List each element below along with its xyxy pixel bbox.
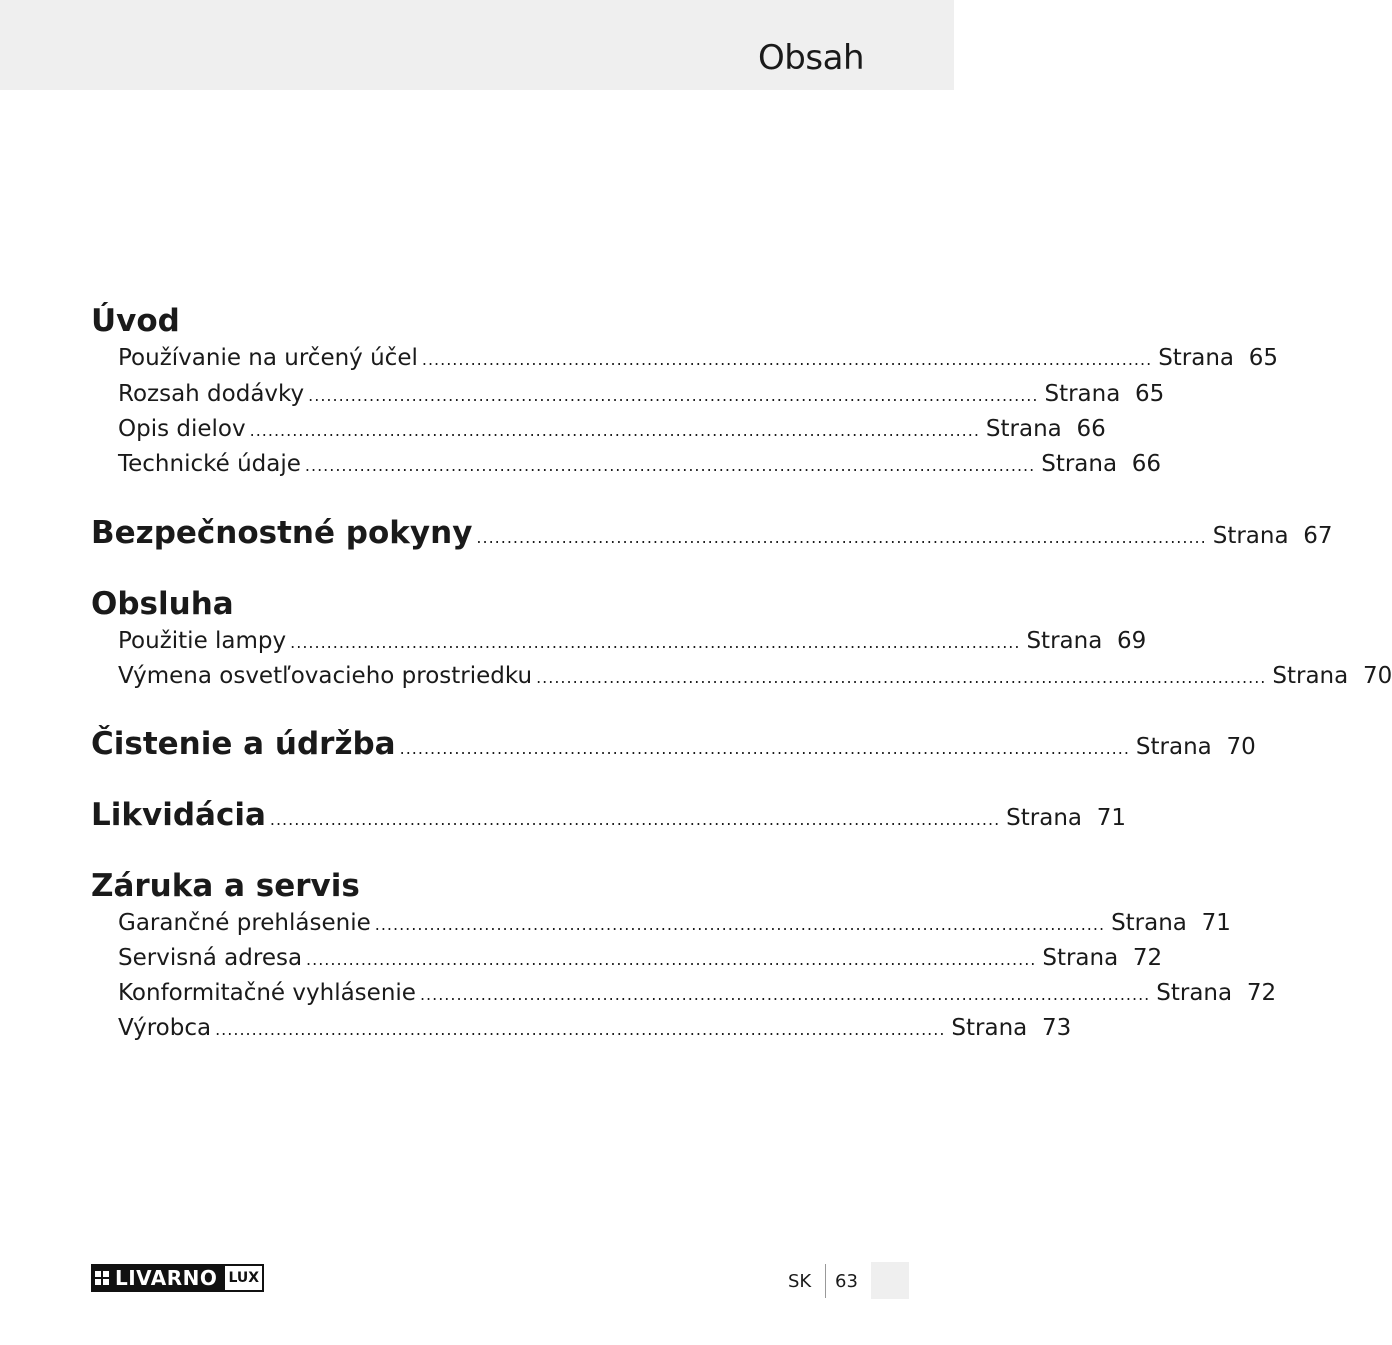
toc-entry-label: Rozsah dodávky [118, 381, 305, 407]
toc-entry-label: Konformitačné vyhlásenie [118, 980, 416, 1006]
footer-divider [825, 1264, 826, 1298]
toc-entry-strana: Strana [1041, 451, 1118, 477]
dot-leader: ........................................................................................................................ [421, 350, 1153, 369]
dot-leader: ........................................................................................................................ [269, 810, 1001, 829]
dot-leader: ........................................................................................................................ [249, 421, 980, 440]
toc-entry-label: Použitie lampy [118, 628, 287, 654]
brand-sub: LUX [223, 1264, 264, 1292]
dot-leader: ........................................................................................................................ [399, 739, 1130, 758]
dot-leader: ........................................................................................................................ [308, 386, 1039, 405]
section-heading-bezpecnost: Bezpečnostné pokyny [91, 515, 473, 551]
toc-entry-strana: Strana [1272, 663, 1349, 689]
toc-entry-page: 67 [1303, 523, 1333, 549]
toc-entry-page: 66 [1131, 451, 1162, 477]
dot-leader: ........................................................................................................................ [476, 528, 1207, 547]
toc-entry-page: 70 [1362, 663, 1392, 689]
toc-entry-page: 65 [1248, 345, 1279, 371]
toc-entry-strana: Strana [951, 1015, 1028, 1041]
dot-leader: ........................................................................................................................ [290, 633, 1021, 652]
toc-entry[interactable] [118, 414, 1106, 444]
toc-entry-page: 73 [1041, 1015, 1072, 1041]
toc-entry[interactable] [118, 978, 1277, 1008]
section-heading-uvod: Úvod [91, 303, 180, 339]
page-title: Obsah [758, 38, 864, 78]
language-code: SK [788, 1271, 812, 1292]
toc-section-cistenie[interactable] [91, 726, 1256, 762]
toc-entry-page: 65 [1135, 381, 1165, 407]
section-heading-obsluha: Obsluha [91, 586, 234, 622]
toc-entry[interactable] [118, 661, 1392, 691]
dot-leader: ........................................................................................................................ [306, 950, 1037, 969]
toc-entry-strana: Strana [1212, 523, 1289, 549]
page-number: 63 [835, 1271, 858, 1292]
brand-logo-main [91, 1264, 223, 1292]
toc-entry[interactable] [118, 379, 1165, 409]
brand-logo [91, 1264, 315, 1292]
toc-entry[interactable] [118, 1013, 1072, 1043]
toc-entry-page: 72 [1246, 980, 1277, 1006]
page-tab-marker [871, 1262, 909, 1299]
toc-entry-page: 70 [1226, 734, 1256, 760]
dot-leader: ........................................................................................................................ [536, 668, 1267, 687]
dot-leader: ........................................................................................................................ [215, 1020, 946, 1039]
toc-entry-label: Garančné prehlásenie [118, 910, 371, 936]
dot-leader: ........................................................................................................................ [374, 915, 1106, 934]
toc-entry-strana: Strana [1026, 628, 1103, 654]
toc-section-likvidacia[interactable] [91, 797, 1127, 833]
toc-entry[interactable] [118, 343, 1279, 373]
toc-entry-page: 72 [1132, 945, 1163, 971]
toc-entry-page: 71 [1096, 805, 1127, 831]
brand-name: LIVARNO [115, 1266, 218, 1290]
logo-squares-icon [95, 1271, 109, 1285]
section-heading-zaruka: Záruka a servis [91, 868, 360, 904]
toc-entry-strana: Strana [1158, 345, 1235, 371]
toc-entry-strana: Strana [1006, 805, 1083, 831]
section-heading-likvidacia: Likvidácia [91, 797, 266, 833]
toc-entry[interactable] [118, 908, 1231, 938]
toc-entry-label: Používanie na určený účel [118, 345, 418, 371]
toc-entry[interactable] [118, 449, 1162, 479]
toc-entry-label: Výrobca [118, 1015, 212, 1041]
toc-entry-page: 69 [1117, 628, 1147, 654]
toc-entry-strana: Strana [1042, 945, 1119, 971]
toc-entry-strana: Strana [985, 416, 1062, 442]
toc-entry-strana: Strana [1111, 910, 1187, 936]
toc-entry-label: Opis dielov [118, 416, 246, 442]
toc-entry-strana: Strana [1044, 381, 1121, 407]
toc-entry-label: Servisná adresa [118, 945, 303, 971]
toc-entry-strana: Strana [1156, 980, 1233, 1006]
toc-section-bezpecnost[interactable] [91, 515, 1333, 551]
toc-entry-page: 66 [1076, 416, 1106, 442]
toc-entry-label: Technické údaje [118, 451, 301, 477]
toc-entry-label: Výmena osvetľovacieho prostriedku [118, 663, 533, 689]
section-heading-cistenie: Čistenie a údržba [91, 726, 396, 762]
toc-entry-page: 71 [1201, 910, 1231, 936]
dot-leader: ........................................................................................................................ [419, 985, 1151, 1004]
toc-entry[interactable] [118, 626, 1147, 656]
toc-entry-strana: Strana [1135, 734, 1212, 760]
dot-leader: ........................................................................................................................ [304, 456, 1036, 475]
toc-entry[interactable] [118, 943, 1163, 973]
